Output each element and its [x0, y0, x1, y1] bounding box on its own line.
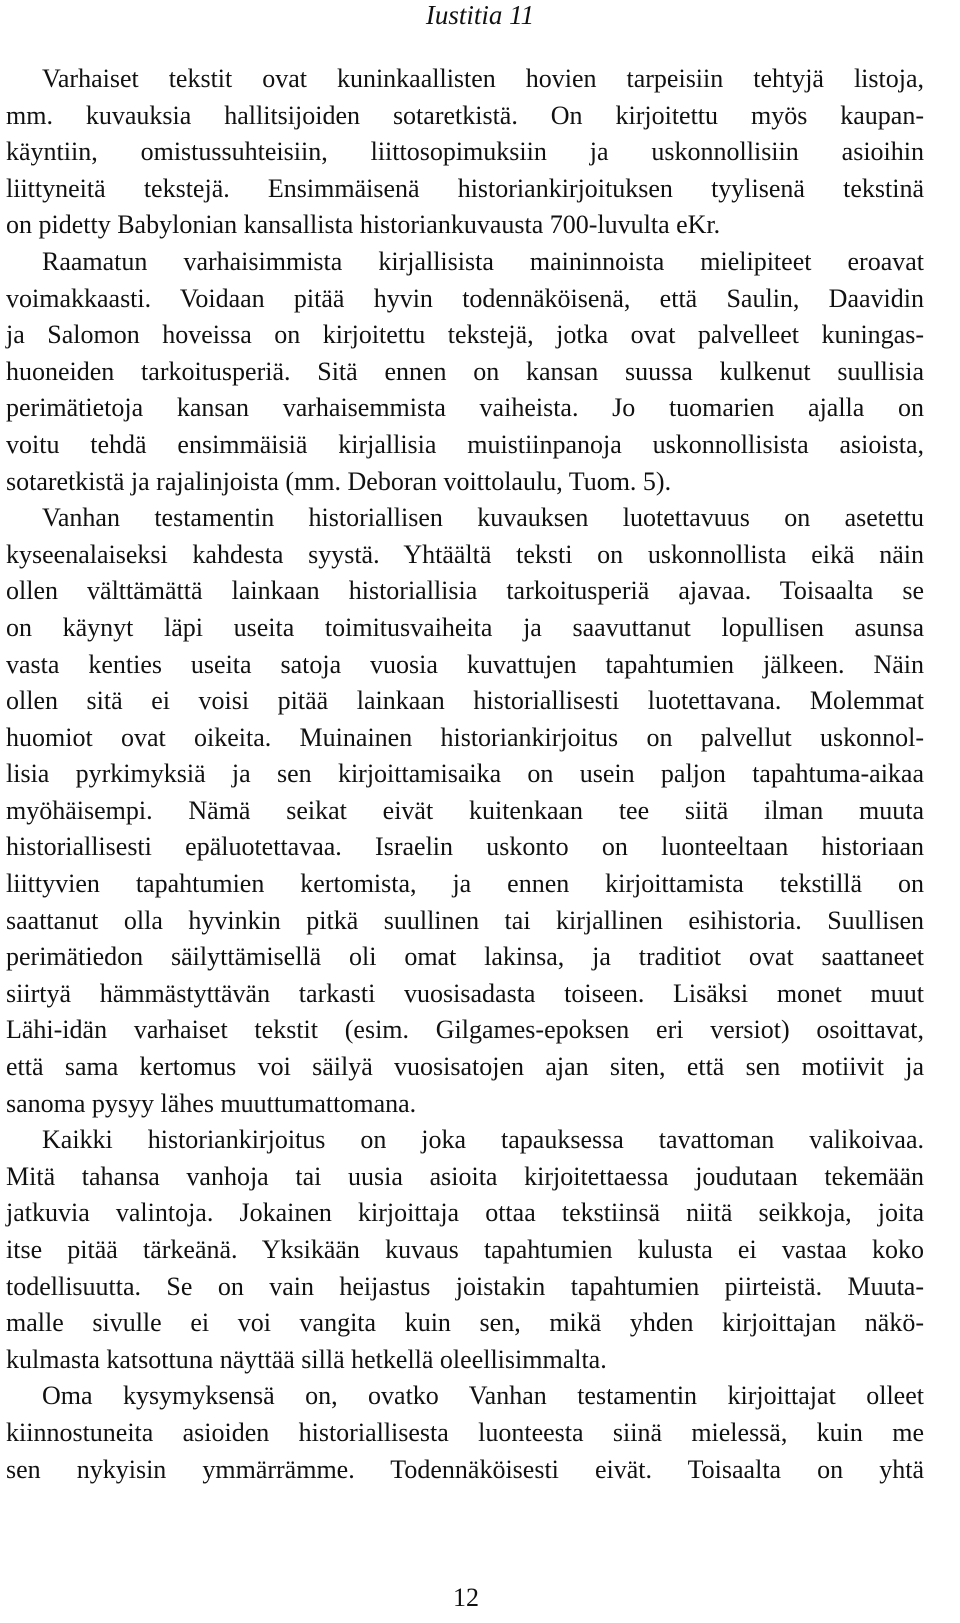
text-line: Raamatun varhaisimmista kirjallisista maininnoista mielipiteet eroavat: [42, 246, 924, 276]
text-line: ollen sitä ei voisi pitää lainkaan historiallisesti luotettavana. Molemmat: [6, 686, 924, 716]
text-line: liittyneitä tekstejä. Ensimmäisenä historiankirjoituksen tyylisenä tekstinä: [6, 173, 924, 203]
text-line: lisia pyrkimyksiä ja sen kirjoittamisaika on usein paljon tapahtuma-aikaa: [6, 759, 924, 789]
text-line: perimätietoja kansan varhaisemmista vaiheista. Jo tuomarien ajalla on: [6, 393, 924, 423]
text-line: todellisuutta. Se on vain heijastus joistakin tapahtumien piirteistä. Muuta-: [6, 1271, 924, 1301]
text-line: mm. kuvauksia hallitsijoiden sotaretkistä. On kirjoitettu myös kaupan-: [6, 100, 924, 130]
text-line: voimakkaasti. Voidaan pitää hyvin todennäköisenä, että Saulin, Daavidin: [6, 283, 924, 313]
text-line: ja Salomon hoveissa on kirjoitettu tekstejä, jotka ovat palvelleet kuningas-: [6, 320, 924, 350]
text-line: sotaretkistä ja rajalinjoista (mm. Deboran voittolaulu, Tuom. 5).: [6, 466, 672, 496]
text-line: huoneiden tarkoitusperiä. Sitä ennen on kansan suussa kulkenut suullisia: [6, 356, 924, 386]
text-line: Oma kysymyksensä on, ovatko Vanhan testamentin kirjoittajat olleet: [42, 1381, 924, 1411]
text-line: myöhäisempi. Nämä seikat eivät kuitenkaan tee siitä ilman muuta: [6, 795, 924, 825]
text-line: ollen välttämättä lainkaan historiallisia tarkoitusperiä ajavaa. Toisaalta se: [6, 576, 924, 606]
text-line: itse pitää tärkeänä. Yksikään kuvaus tapahtumien kulusta ei vastaa koko: [6, 1235, 924, 1264]
text-line: historiallisesti epäluotettavaa. Israelin uskonto on luonteeltaan historiaan: [6, 832, 924, 862]
text-line: huomiot ovat oikeita. Muinainen historiankirjoitus on palvellut uskonnol-: [6, 722, 924, 752]
text-line: Mitä tahansa vanhoja tai uusia asioita kirjoitettaessa joudutaan tekemään: [6, 1161, 924, 1191]
text-line: Kaikki historiankirjoitus on joka tapauksessa tavattoman valikoivaa.: [42, 1125, 924, 1155]
text-line: vasta kenties useita satoja vuosia kuvattujen tapahtumien jälkeen. Näin: [6, 649, 924, 679]
text-line: että sama kertomus voi säilyä vuosisatojen ajan siten, että sen motiivit ja: [6, 1052, 924, 1082]
text-line: sen nykyisin ymmärrämme. Todennäköisesti eivät. Toisaalta on yhtä: [6, 1454, 924, 1484]
text-line: käyntiin, omistussuhteisiin, liittosopimuksiin ja uskonnollisiin asioihin: [6, 137, 924, 167]
text-line: liittyvien tapahtumien kertomista, ja ennen kirjoittamista tekstillä on: [6, 869, 924, 899]
paragraph: [6, 61, 924, 500]
text-line: sanoma pysyy lähes muuttumattomana.: [6, 1088, 417, 1118]
text-line: Vanhan testamentin historiallisen kuvauksen luotettavuus on asetettu: [42, 503, 924, 533]
paragraph: [6, 1122, 924, 1378]
text-line: on pidetty Babylonian kansallista historiankuvausta 700-luvulta eKr.: [6, 210, 721, 240]
text-line: perimätiedon säilyttämisellä oli omat lakinsa, ja traditiot ovat saattaneet: [6, 942, 924, 972]
text-line: jatkuvia valintoja. Jokainen kirjoittaja ottaa tekstiinsä niitä seikkoja, joita: [6, 1198, 924, 1228]
text-line: kulmasta katsottuna näyttää sillä hetkellä oleellisimmalta.: [6, 1344, 607, 1374]
text-line: Lähi-idän varhaiset tekstit (esim. Gilgames-epoksen eri versiot) osoittavat,: [6, 1015, 924, 1045]
running-header: Iustitia 11: [425, 0, 535, 30]
text-line: siirtyä hämmästyttävän tarkasti vuosisadasta toiseen. Lisäksi monet muut: [6, 978, 924, 1008]
paragraph: [6, 500, 924, 1122]
body-text: [6, 61, 924, 1488]
page-number: 12: [453, 1583, 479, 1612]
text-line: voitu tehdä ensimmäisiä kirjallisia muistiinpanoja uskonnollisista asioista,: [6, 429, 924, 459]
text-line: malle sivulle ei voi vangita kuin sen, mikä yhden kirjoittajan näkö-: [6, 1308, 924, 1338]
text-line: kiinnostuneita asioiden historiallisesta luonteesta siinä mielessä, kuin me: [6, 1417, 924, 1447]
paragraph: [6, 1378, 924, 1488]
text-line: on käynyt läpi useita toimitusvaiheita ja saavuttanut lopullisen asunsa: [6, 612, 924, 642]
text-line: kyseenalaiseksi kahdesta syystä. Yhtäältä teksti on uskonnollista eikä näin: [6, 539, 924, 569]
text-line: Varhaiset tekstit ovat kuninkaallisten hovien tarpeisiin tehtyjä listoja,: [42, 64, 924, 93]
text-line: saattanut olla hyvinkin pitkä suullinen tai kirjallinen esihistoria. Suullisen: [6, 905, 924, 935]
